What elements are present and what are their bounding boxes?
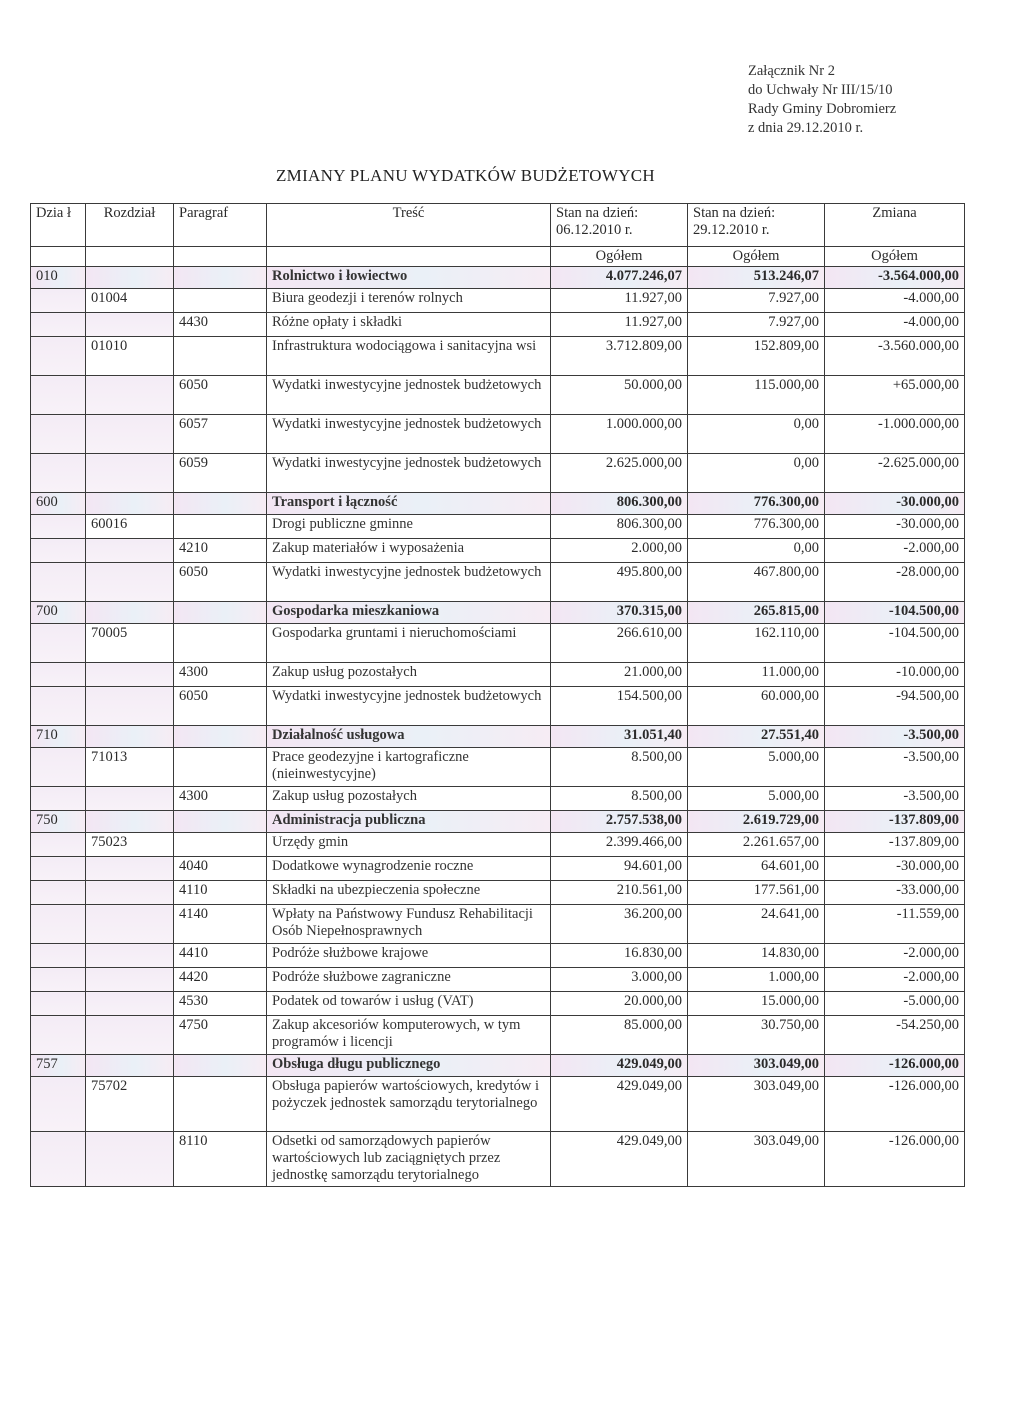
cell-zmiana: -11.559,00: [825, 905, 965, 944]
cell-stan1: 806.300,00: [551, 515, 688, 539]
cell-paragraf: 4430: [174, 313, 267, 337]
cell-paragraf: 4410: [174, 944, 267, 968]
cell-stan1: 806.300,00: [551, 493, 688, 515]
cell-tresc: Obsługa długu publicznego: [267, 1055, 551, 1077]
cell-stan2: 5.000,00: [688, 787, 825, 811]
cell-stan1: 2.625.000,00: [551, 454, 688, 493]
cell-paragraf: [174, 748, 267, 787]
cell-stan1: 20.000,00: [551, 992, 688, 1016]
cell-rozdzial: 75023: [86, 833, 174, 857]
cell-paragraf: 4110: [174, 881, 267, 905]
cell-tresc: Zakup materiałów i wyposażenia: [267, 539, 551, 563]
cell-tresc: Urzędy gmin: [267, 833, 551, 857]
annex-note: [748, 62, 896, 138]
cell-rozdzial: 71013: [86, 748, 174, 787]
cell-stan2: 265.815,00: [688, 602, 825, 624]
cell-paragraf: [174, 833, 267, 857]
section-row: [31, 602, 965, 624]
cell-dzial: 710: [31, 726, 86, 748]
cell-rozdzial: 70005: [86, 624, 174, 663]
cell-zmiana: -126.000,00: [825, 1077, 965, 1132]
cell-zmiana: -3.500,00: [825, 787, 965, 811]
cell-zmiana: -5.000,00: [825, 992, 965, 1016]
cell-stan2: 0,00: [688, 454, 825, 493]
cell-dzial: [31, 857, 86, 881]
cell-tresc: Rolnictwo i łowiectwo: [267, 267, 551, 289]
cell-paragraf: [174, 337, 267, 376]
header-stan-1: Stan na dzień: 06.12.2010 r.: [551, 204, 688, 247]
cell-tresc: Wydatki inwestycyjne jednostek budżetowych: [267, 376, 551, 415]
cell-rozdzial: [86, 313, 174, 337]
cell-paragraf: [174, 267, 267, 289]
cell-paragraf: 4040: [174, 857, 267, 881]
header-row: [31, 204, 965, 247]
cell-paragraf: 4300: [174, 787, 267, 811]
cell-zmiana: -104.500,00: [825, 624, 965, 663]
header-stan-2: Stan na dzień: 29.12.2010 r.: [688, 204, 825, 247]
cell-zmiana: -137.809,00: [825, 811, 965, 833]
cell-paragraf: [174, 624, 267, 663]
header-empty-cell: [267, 247, 551, 267]
cell-stan1: 11.927,00: [551, 313, 688, 337]
annex-line: z dnia 29.12.2010 r.: [748, 120, 864, 136]
chapter-row: [31, 624, 965, 663]
cell-dzial: [31, 748, 86, 787]
cell-paragraf: [174, 1077, 267, 1132]
paragraph-row: [31, 968, 965, 992]
cell-stan2: 24.641,00: [688, 905, 825, 944]
cell-zmiana: -3.564.000,00: [825, 267, 965, 289]
cell-tresc: Biura geodezji i terenów rolnych: [267, 289, 551, 313]
paragraph-row: [31, 1132, 965, 1187]
cell-tresc: Zakup usług pozostałych: [267, 663, 551, 687]
cell-dzial: [31, 415, 86, 454]
cell-tresc: Wydatki inwestycyjne jednostek budżetowych: [267, 687, 551, 726]
header-empty-cell: [174, 247, 267, 267]
chapter-row: [31, 748, 965, 787]
cell-tresc: Podatek od towarów i usług (VAT): [267, 992, 551, 1016]
cell-paragraf: 4300: [174, 663, 267, 687]
cell-stan1: 429.049,00: [551, 1055, 688, 1077]
cell-tresc: Wydatki inwestycyjne jednostek budżetowych: [267, 563, 551, 602]
cell-rozdzial: [86, 663, 174, 687]
cell-dzial: [31, 687, 86, 726]
cell-tresc: Gospodarka gruntami i nieruchomościami: [267, 624, 551, 663]
paragraph-row: [31, 992, 965, 1016]
section-row: [31, 726, 965, 748]
cell-stan1: 2.399.466,00: [551, 833, 688, 857]
paragraph-row: [31, 905, 965, 944]
cell-paragraf: 4210: [174, 539, 267, 563]
cell-tresc: Podróże służbowe zagraniczne: [267, 968, 551, 992]
cell-dzial: [31, 663, 86, 687]
cell-stan1: 210.561,00: [551, 881, 688, 905]
cell-paragraf: [174, 493, 267, 515]
cell-dzial: [31, 1132, 86, 1187]
section-row: [31, 493, 965, 515]
cell-zmiana: -30.000,00: [825, 493, 965, 515]
chapter-row: [31, 337, 965, 376]
cell-tresc: Wydatki inwestycyjne jednostek budżetowych: [267, 415, 551, 454]
paragraph-row: [31, 539, 965, 563]
cell-zmiana: -94.500,00: [825, 687, 965, 726]
cell-tresc: Różne opłaty i składki: [267, 313, 551, 337]
cell-zmiana: -137.809,00: [825, 833, 965, 857]
cell-stan2: 2.261.657,00: [688, 833, 825, 857]
cell-dzial: [31, 454, 86, 493]
cell-zmiana: -10.000,00: [825, 663, 965, 687]
paragraph-row: [31, 563, 965, 602]
cell-dzial: [31, 944, 86, 968]
header-ogolem-1: Ogółem: [551, 247, 688, 267]
cell-tresc: Składki na ubezpieczenia społeczne: [267, 881, 551, 905]
cell-stan2: 7.927,00: [688, 289, 825, 313]
cell-stan1: 2.000,00: [551, 539, 688, 563]
cell-tresc: Gospodarka mieszkaniowa: [267, 602, 551, 624]
cell-paragraf: 6050: [174, 563, 267, 602]
cell-zmiana: -2.000,00: [825, 968, 965, 992]
paragraph-row: [31, 454, 965, 493]
paragraph-row: [31, 376, 965, 415]
cell-stan1: 266.610,00: [551, 624, 688, 663]
cell-dzial: 700: [31, 602, 86, 624]
header-zmiana: Zmiana: [825, 204, 965, 247]
cell-paragraf: 6050: [174, 376, 267, 415]
cell-rozdzial: 01004: [86, 289, 174, 313]
paragraph-row: [31, 857, 965, 881]
cell-stan1: 1.000.000,00: [551, 415, 688, 454]
cell-rozdzial: [86, 493, 174, 515]
cell-stan1: 3.712.809,00: [551, 337, 688, 376]
cell-stan2: 303.049,00: [688, 1132, 825, 1187]
cell-paragraf: [174, 602, 267, 624]
cell-zmiana: +65.000,00: [825, 376, 965, 415]
header-tresc: Treść: [267, 204, 551, 247]
paragraph-row: [31, 687, 965, 726]
cell-stan2: 14.830,00: [688, 944, 825, 968]
cell-tresc: Zakup usług pozostałych: [267, 787, 551, 811]
cell-dzial: 757: [31, 1055, 86, 1077]
cell-zmiana: -3.500,00: [825, 726, 965, 748]
cell-dzial: [31, 515, 86, 539]
cell-paragraf: [174, 289, 267, 313]
cell-stan2: 0,00: [688, 539, 825, 563]
budget-changes-table: [30, 203, 965, 1187]
cell-zmiana: -3.500,00: [825, 748, 965, 787]
cell-stan2: 15.000,00: [688, 992, 825, 1016]
cell-stan2: 27.551,40: [688, 726, 825, 748]
cell-dzial: [31, 992, 86, 1016]
cell-zmiana: -4.000,00: [825, 313, 965, 337]
cell-zmiana: -1.000.000,00: [825, 415, 965, 454]
cell-stan1: 8.500,00: [551, 787, 688, 811]
cell-dzial: [31, 905, 86, 944]
cell-zmiana: -126.000,00: [825, 1132, 965, 1187]
cell-stan1: 8.500,00: [551, 748, 688, 787]
cell-dzial: [31, 1016, 86, 1055]
cell-paragraf: 8110: [174, 1132, 267, 1187]
cell-rozdzial: [86, 602, 174, 624]
cell-stan1: 21.000,00: [551, 663, 688, 687]
cell-rozdzial: [86, 563, 174, 602]
cell-rozdzial: 01010: [86, 337, 174, 376]
paragraph-row: [31, 881, 965, 905]
header-ogolem-2: Ogółem: [688, 247, 825, 267]
cell-dzial: [31, 563, 86, 602]
paragraph-row: [31, 663, 965, 687]
cell-rozdzial: [86, 905, 174, 944]
cell-zmiana: -2.000,00: [825, 539, 965, 563]
cell-paragraf: 6059: [174, 454, 267, 493]
cell-stan2: 11.000,00: [688, 663, 825, 687]
cell-dzial: [31, 313, 86, 337]
cell-tresc: Wydatki inwestycyjne jednostek budżetowych: [267, 454, 551, 493]
chapter-row: [31, 1077, 965, 1132]
cell-rozdzial: [86, 992, 174, 1016]
cell-stan2: 2.619.729,00: [688, 811, 825, 833]
cell-stan2: 776.300,00: [688, 493, 825, 515]
cell-stan2: 5.000,00: [688, 748, 825, 787]
cell-zmiana: -54.250,00: [825, 1016, 965, 1055]
cell-rozdzial: [86, 539, 174, 563]
cell-dzial: [31, 289, 86, 313]
cell-rozdzial: [86, 1132, 174, 1187]
cell-stan2: 64.601,00: [688, 857, 825, 881]
cell-stan2: 30.750,00: [688, 1016, 825, 1055]
cell-stan1: 16.830,00: [551, 944, 688, 968]
annex-line: do Uchwały Nr III/15/10: [748, 82, 893, 98]
paragraph-row: [31, 415, 965, 454]
cell-zmiana: -3.560.000,00: [825, 337, 965, 376]
cell-paragraf: 4530: [174, 992, 267, 1016]
cell-stan1: 31.051,40: [551, 726, 688, 748]
cell-stan2: 162.110,00: [688, 624, 825, 663]
header-subrow: [31, 247, 965, 267]
cell-stan2: 303.049,00: [688, 1077, 825, 1132]
cell-stan2: 152.809,00: [688, 337, 825, 376]
cell-paragraf: 4140: [174, 905, 267, 944]
cell-stan2: 115.000,00: [688, 376, 825, 415]
cell-tresc: Zakup akcesoriów komputerowych, w tym programów i licencji: [267, 1016, 551, 1055]
cell-stan1: 4.077.246,07: [551, 267, 688, 289]
cell-tresc: Prace geodezyjne i kartograficzne (nieinwestycyjne): [267, 748, 551, 787]
header-empty-cell: [86, 247, 174, 267]
cell-stan2: 0,00: [688, 415, 825, 454]
cell-stan1: 11.927,00: [551, 289, 688, 313]
cell-zmiana: -30.000,00: [825, 515, 965, 539]
cell-zmiana: -28.000,00: [825, 563, 965, 602]
chapter-row: [31, 515, 965, 539]
annex-line: Załącznik Nr 2: [748, 63, 835, 79]
cell-zmiana: -30.000,00: [825, 857, 965, 881]
cell-stan1: 85.000,00: [551, 1016, 688, 1055]
cell-stan2: 1.000,00: [688, 968, 825, 992]
cell-stan2: 776.300,00: [688, 515, 825, 539]
cell-dzial: [31, 376, 86, 415]
cell-dzial: [31, 833, 86, 857]
cell-tresc: Wpłaty na Państwowy Fundusz Rehabilitacji Osób Niepełnosprawnych: [267, 905, 551, 944]
cell-rozdzial: [86, 1016, 174, 1055]
cell-stan2: 303.049,00: [688, 1055, 825, 1077]
cell-stan1: 36.200,00: [551, 905, 688, 944]
cell-stan1: 429.049,00: [551, 1132, 688, 1187]
cell-paragraf: [174, 726, 267, 748]
header-paragraf: Paragraf: [174, 204, 267, 247]
cell-rozdzial: [86, 454, 174, 493]
section-row: [31, 811, 965, 833]
cell-paragraf: 4420: [174, 968, 267, 992]
cell-paragraf: [174, 1055, 267, 1077]
cell-stan1: 154.500,00: [551, 687, 688, 726]
cell-paragraf: [174, 515, 267, 539]
cell-stan1: 429.049,00: [551, 1077, 688, 1132]
cell-dzial: [31, 539, 86, 563]
section-row: [31, 267, 965, 289]
header-dzial: Dzia ł: [31, 204, 86, 247]
cell-stan2: 7.927,00: [688, 313, 825, 337]
chapter-row: [31, 833, 965, 857]
header-ogolem-3: Ogółem: [825, 247, 965, 267]
paragraph-row: [31, 313, 965, 337]
cell-stan1: 370.315,00: [551, 602, 688, 624]
cell-rozdzial: [86, 415, 174, 454]
cell-dzial: [31, 787, 86, 811]
cell-rozdzial: [86, 811, 174, 833]
cell-dzial: [31, 337, 86, 376]
cell-dzial: 750: [31, 811, 86, 833]
cell-dzial: 600: [31, 493, 86, 515]
cell-paragraf: [174, 811, 267, 833]
paragraph-row: [31, 787, 965, 811]
cell-tresc: Transport i łączność: [267, 493, 551, 515]
cell-stan1: 495.800,00: [551, 563, 688, 602]
cell-stan2: 60.000,00: [688, 687, 825, 726]
cell-tresc: Administracja publiczna: [267, 811, 551, 833]
section-row: [31, 1055, 965, 1077]
cell-zmiana: -126.000,00: [825, 1055, 965, 1077]
cell-stan2: 467.800,00: [688, 563, 825, 602]
cell-tresc: Infrastruktura wodociągowa i sanitacyjna wsi: [267, 337, 551, 376]
cell-zmiana: -2.000,00: [825, 944, 965, 968]
cell-zmiana: -4.000,00: [825, 289, 965, 313]
cell-zmiana: -2.625.000,00: [825, 454, 965, 493]
cell-rozdzial: [86, 857, 174, 881]
cell-zmiana: -33.000,00: [825, 881, 965, 905]
cell-rozdzial: 60016: [86, 515, 174, 539]
cell-rozdzial: [86, 787, 174, 811]
cell-stan1: 94.601,00: [551, 857, 688, 881]
cell-dzial: [31, 1077, 86, 1132]
annex-line: Rady Gminy Dobromierz: [748, 101, 897, 117]
cell-dzial: [31, 881, 86, 905]
cell-paragraf: 6057: [174, 415, 267, 454]
cell-rozdzial: [86, 687, 174, 726]
cell-dzial: 010: [31, 267, 86, 289]
cell-stan2: 513.246,07: [688, 267, 825, 289]
document-title: ZMIANY PLANU WYDATKÓW BUDŻETOWYCH: [276, 166, 655, 185]
cell-tresc: Obsługa papierów wartościowych, kredytów i pożyczek jednostek samorządu terytorialnego: [267, 1077, 551, 1132]
cell-tresc: Podróże służbowe krajowe: [267, 944, 551, 968]
cell-zmiana: -104.500,00: [825, 602, 965, 624]
paragraph-row: [31, 944, 965, 968]
cell-rozdzial: [86, 881, 174, 905]
cell-rozdzial: [86, 376, 174, 415]
cell-rozdzial: [86, 968, 174, 992]
paragraph-row: [31, 1016, 965, 1055]
cell-rozdzial: [86, 1055, 174, 1077]
cell-rozdzial: 75702: [86, 1077, 174, 1132]
cell-stan1: 3.000,00: [551, 968, 688, 992]
cell-stan2: 177.561,00: [688, 881, 825, 905]
cell-stan1: 2.757.538,00: [551, 811, 688, 833]
cell-rozdzial: [86, 267, 174, 289]
cell-tresc: Drogi publiczne gminne: [267, 515, 551, 539]
cell-paragraf: 4750: [174, 1016, 267, 1055]
cell-dzial: [31, 968, 86, 992]
header-rozdzial: Rozdział: [86, 204, 174, 247]
cell-tresc: Działalność usługowa: [267, 726, 551, 748]
chapter-row: [31, 289, 965, 313]
cell-tresc: Dodatkowe wynagrodzenie roczne: [267, 857, 551, 881]
cell-stan1: 50.000,00: [551, 376, 688, 415]
cell-rozdzial: [86, 944, 174, 968]
cell-rozdzial: [86, 726, 174, 748]
header-empty-cell: [31, 247, 86, 267]
cell-paragraf: 6050: [174, 687, 267, 726]
cell-tresc: Odsetki od samorządowych papierów wartościowych lub zaciągniętych przez jednostkę samorządu terytorialnego: [267, 1132, 551, 1187]
cell-dzial: [31, 624, 86, 663]
